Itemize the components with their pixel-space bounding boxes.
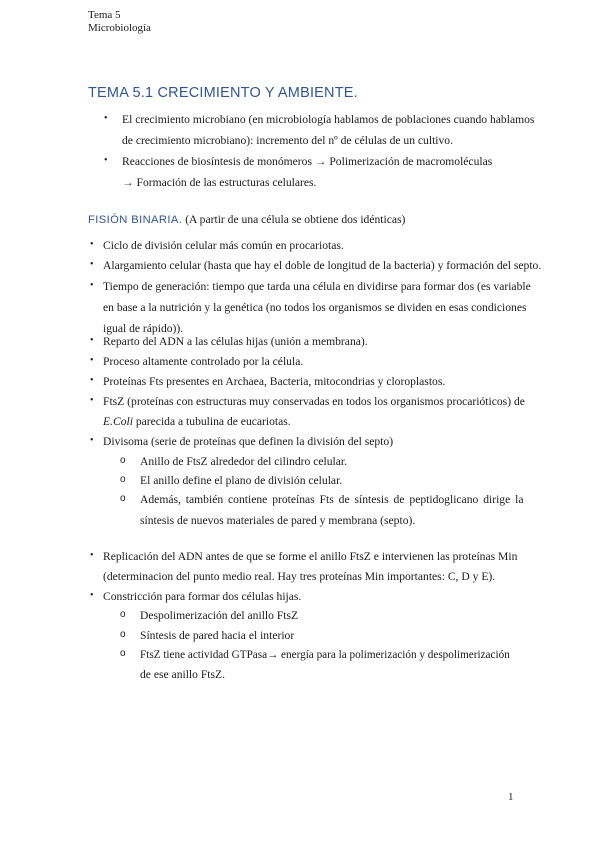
list-item-cont: en base a la nutrición y la genética (no todos los organismos se dividen en esas condiciones <box>103 301 527 314</box>
header-subject: Microbiología <box>88 22 151 34</box>
sub-list-item: Anillo de FtsZ alrededor del cilindro celular. <box>140 455 348 468</box>
bullet-icon: • <box>90 395 94 406</box>
sub-list-item: FtsZ tiene actividad GTPasa→ energía para la polimerización y despolimerización <box>140 649 510 661</box>
list-item-cont: igual de rápido)). <box>103 322 184 335</box>
list-item: Proceso altamente controlado por la célula. <box>103 355 304 368</box>
bullet-icon: • <box>90 550 94 561</box>
sub-bullet-icon: o <box>120 474 126 485</box>
sub-bullet-icon: o <box>120 629 126 640</box>
species-name: E.Coli <box>103 415 133 428</box>
bullet-icon: • <box>90 355 94 366</box>
bullet-icon: • <box>90 435 94 446</box>
sub-list-item-cont: de ese anillo FtsZ. <box>140 668 226 681</box>
list-item: Constricción para formar dos células hijas. <box>103 590 302 603</box>
sub-list-item: Además, también contiene proteínas Fts de síntesis de peptidoglicano dirige la <box>140 493 524 506</box>
bullet-icon: • <box>90 590 94 601</box>
intro-line: El crecimiento microbiano (en microbiología hablamos de poblaciones cuando hablamos <box>122 113 535 126</box>
bullet-icon: • <box>90 280 94 291</box>
list-item-text: parecida a tubulina de eucariotas. <box>135 415 291 428</box>
list-item: Proteínas Fts presentes en Archaea, Bacteria, mitocondrias y cloroplastos. <box>103 375 446 388</box>
sub-list-item: Despolimerización del anillo FtsZ <box>140 609 299 622</box>
bullet-icon: • <box>90 239 94 250</box>
page-number: 1 <box>508 791 514 803</box>
list-item: Ciclo de división celular más común en procariotas. <box>103 239 344 252</box>
bullet-icon: • <box>104 155 108 166</box>
bullet-icon: • <box>104 113 108 124</box>
sub-bullet-icon: o <box>120 455 126 466</box>
sub-bullet-icon: o <box>120 493 126 504</box>
page-title: TEMA 5.1 CRECIMIENTO Y AMBIENTE. <box>88 85 358 101</box>
bullet-icon: • <box>90 259 94 270</box>
list-item: Tiempo de generación: tiempo que tarda una célula en dividirse para formar dos (es variable <box>103 280 531 293</box>
sub-bullet-icon: o <box>120 609 126 620</box>
list-item: Reparto del ADN a las células hijas (unión a membrana). <box>103 335 368 348</box>
bullet-icon: • <box>90 335 94 346</box>
bullet-icon: • <box>90 375 94 386</box>
sub-list-item-cont: síntesis de nuevos materiales de pared y membrana (septo). <box>140 514 416 527</box>
section-heading <box>88 213 405 227</box>
list-item: Alargamiento celular (hasta que hay el doble de longitud de la bacteria) y formación del septo. <box>103 259 542 272</box>
intro-line: de crecimiento microbiano): incremento del nº de células de un cultivo. <box>122 134 453 147</box>
list-item-cont: (determinacion del punto medio real. Hay tres proteínas Min importantes: C, D y E). <box>103 570 496 583</box>
header-topic: Tema 5 <box>88 9 121 21</box>
list-item: Divisoma (serie de proteínas que definen la división del septo) <box>103 435 394 448</box>
list-item-cont <box>103 415 291 429</box>
list-item: Replicación del ADN antes de que se forme el anillo FtsZ e intervienen las proteínas Min <box>103 550 518 563</box>
sub-list-item: El anillo define el plano de división celular. <box>140 474 343 487</box>
sub-list-item: Síntesis de pared hacia el interior <box>140 629 295 642</box>
list-item: FtsZ (proteínas con estructuras muy conservadas en todos los organismos procarióticos) de <box>103 395 525 408</box>
section-note: (A partir de una célula se obtiene dos idénticas) <box>185 213 406 226</box>
sub-bullet-icon: o <box>120 648 126 659</box>
section-title: FISIÓN BINARIA. <box>88 214 183 226</box>
intro-line: → Formación de las estructuras celulares. <box>122 176 317 189</box>
intro-line: Reacciones de biosíntesis de monómeros → Polimerización de macromoléculas <box>122 155 493 168</box>
